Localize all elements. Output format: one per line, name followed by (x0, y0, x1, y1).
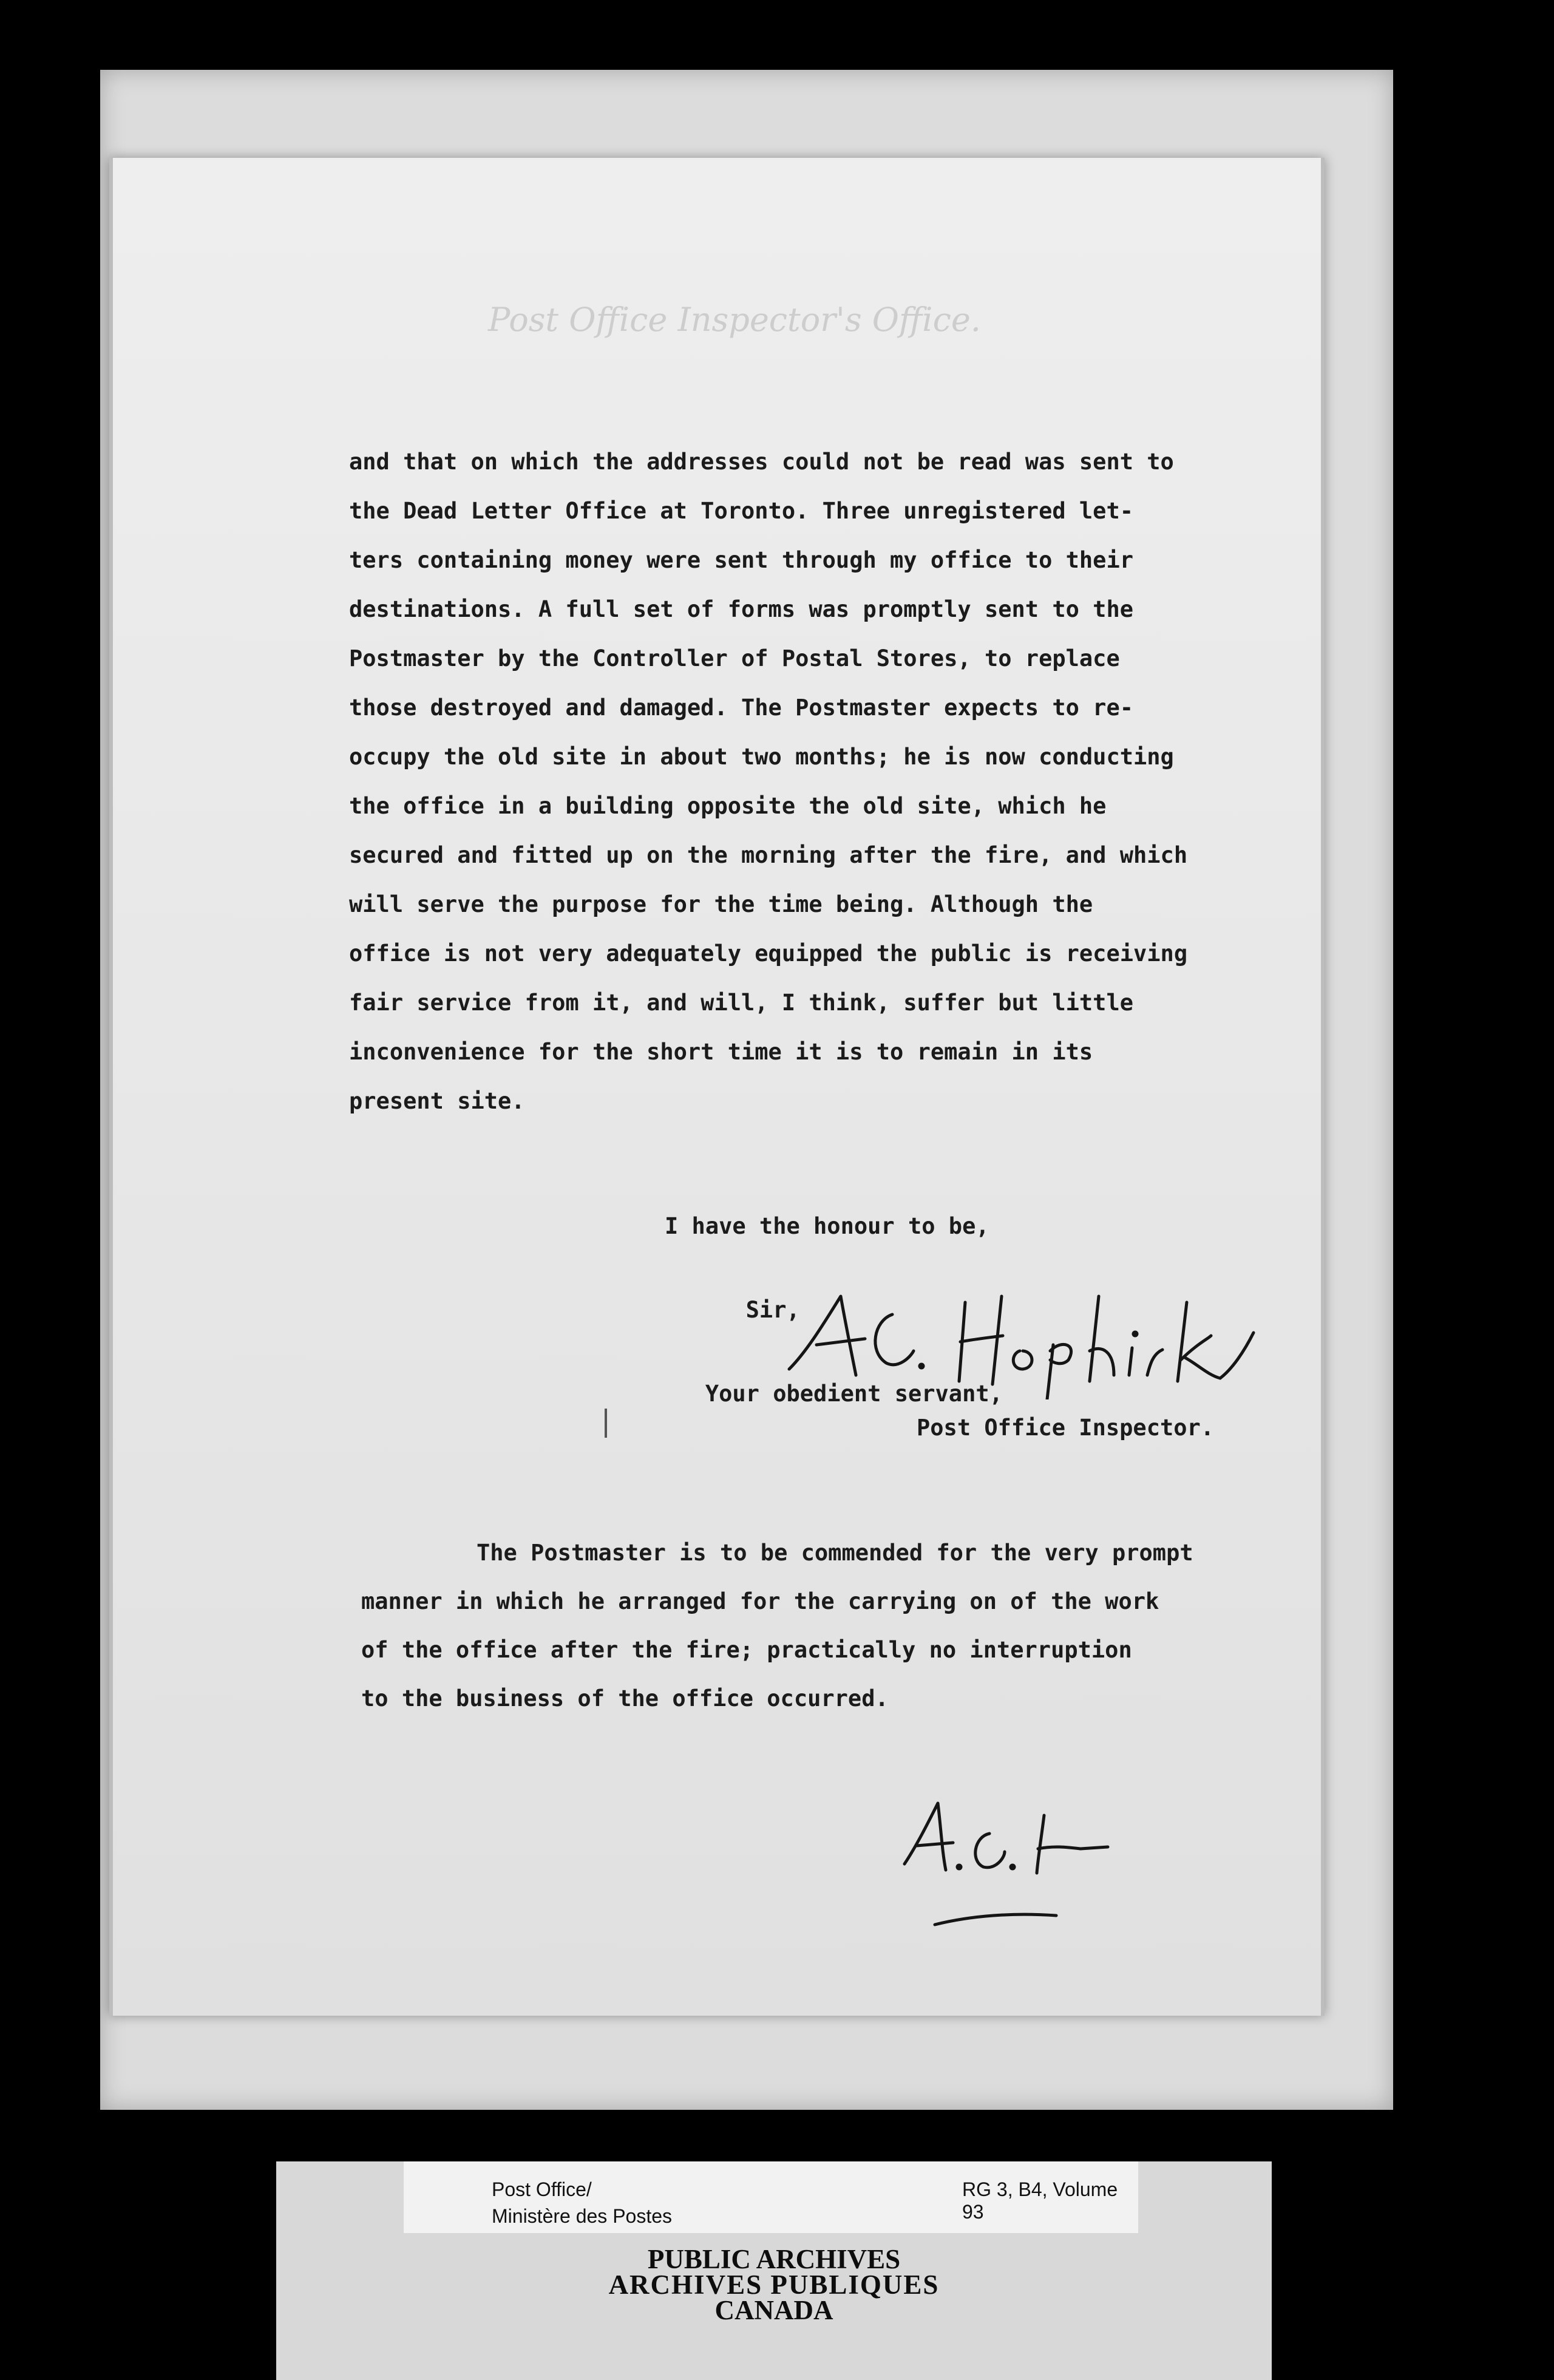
handwritten-initials (898, 1791, 1117, 1931)
faint-letterhead: Post Office Inspector's Office. (488, 301, 981, 339)
note-line: manner in which he arranged for the carrying on of the work (361, 1588, 1159, 1614)
institution-country: CANADA (714, 2295, 833, 2325)
publisher-french: Ministère des Postes (492, 2205, 673, 2227)
body-line: destinations. A full set of forms was promptly sent to the (349, 596, 1134, 622)
postscript-note (361, 1529, 1284, 1723)
archive-institution (276, 2246, 1272, 2323)
body-line: office is not very adequately equipped the public is receiving (349, 940, 1188, 967)
letter-body (349, 437, 1272, 1126)
note-line: of the office after the fire; practically no interruption (361, 1637, 1132, 1663)
body-line: present site. (349, 1088, 525, 1114)
body-line: secured and fitted up on the morning after the fire, and which (349, 842, 1188, 868)
closing-line: I have the honour to be, (665, 1213, 989, 1239)
closing-line: Your obedient servant, (665, 1381, 1003, 1407)
body-line: occupy the old site in about two months; he is now conducting (349, 744, 1174, 770)
body-line: the office in a building opposite the old site, which he (349, 793, 1107, 819)
body-line: the Dead Letter Office at Toronto. Three unregistered let- (349, 498, 1134, 524)
stray-ink-mark (605, 1409, 607, 1438)
body-line: will serve the purpose for the time being. Although the (349, 891, 1093, 917)
body-line: Postmaster by the Controller of Postal Stores, to replace (349, 645, 1120, 672)
body-line: and that on which the addresses could not be read was sent to (349, 449, 1174, 475)
archive-label-header (404, 2161, 1138, 2233)
publisher-english: Post Office/ (492, 2178, 592, 2200)
signatory-title: Post Office Inspector. (917, 1415, 1215, 1441)
note-line: to the business of the office occurred. (361, 1685, 889, 1712)
institution-english: PUBLIC ARCHIVES (647, 2244, 901, 2274)
body-line: fair service from it, and will, I think, suffer but little (349, 990, 1134, 1016)
closing-line: Sir, (665, 1297, 800, 1323)
body-line: those destroyed and damaged. The Postmaster expects to re- (349, 695, 1134, 721)
body-line: inconvenience for the short time it is to remain in its (349, 1039, 1093, 1065)
body-line: ters containing money were sent through my office to their (349, 547, 1134, 573)
handwritten-signature (783, 1278, 1269, 1399)
archive-reference: RG 3, B4, Volume 93 (962, 2178, 1118, 2223)
institution-french: ARCHIVES PUBLIQUES (608, 2270, 940, 2300)
archive-label (276, 2161, 1272, 2380)
note-line: The Postmaster is to be commended for the very prompt (477, 1540, 1193, 1566)
